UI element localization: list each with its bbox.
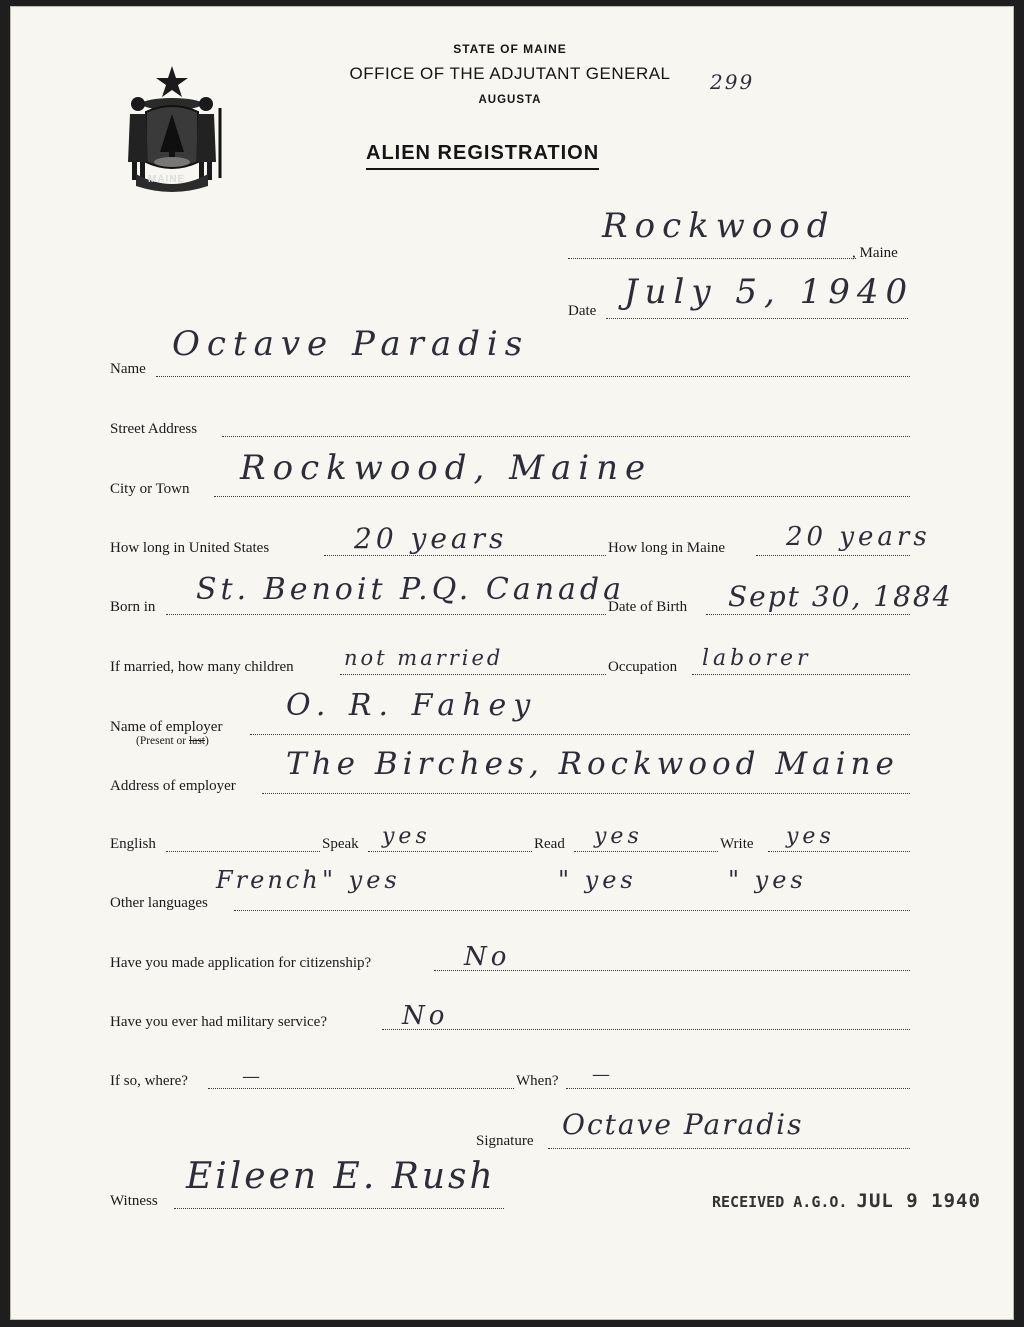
form-title: ALIEN REGISTRATION — [366, 142, 599, 170]
employer-label: Name of employer — [110, 719, 223, 735]
english-label: English — [110, 836, 156, 852]
name-label: Name — [110, 361, 146, 377]
employer-address-value: The Birches, Rockwood Maine — [286, 746, 899, 782]
speak-label: Speak — [322, 836, 359, 852]
city-label: City or Town — [110, 481, 190, 497]
citizenship-label: Have you made application for citizenship? — [110, 955, 372, 971]
read-label: Read — [534, 836, 565, 852]
signature-value: Octave Paradis — [562, 1108, 804, 1141]
street-label: Street Address — [110, 421, 198, 437]
date-label: Date — [568, 303, 597, 319]
occupation-label: Occupation — [608, 659, 678, 675]
employer-value: O. R. Fahey — [286, 688, 538, 723]
us-label: How long in United States — [110, 540, 270, 556]
name-value: Octave Paradis — [172, 324, 530, 364]
other-read-value: " yes — [558, 866, 637, 894]
other-languages-label: Other languages — [110, 895, 208, 911]
other-write-value: " yes — [728, 866, 807, 894]
city-value: Rockwood, Maine — [240, 448, 653, 488]
speak-value: yes — [382, 824, 431, 849]
form-number: 299 — [710, 70, 755, 94]
seal-label: MAINE — [148, 174, 186, 185]
header-office: OFFICE OF THE ADJUTANT GENERAL — [349, 64, 671, 83]
header-city: AUGUSTA — [478, 94, 542, 106]
where-value: — — [242, 1066, 263, 1087]
other-language-value: French — [216, 866, 321, 894]
where-label: If so, where? — [110, 1073, 188, 1089]
when-value: — — [592, 1064, 613, 1085]
dob-value: Sept 30, 1884 — [728, 580, 953, 613]
received-stamp — [712, 1190, 981, 1212]
date-value: July 5, 1940 — [624, 272, 915, 312]
born-value: St. Benoit P.Q. Canada — [196, 572, 626, 607]
dob-label: Date of Birth — [608, 599, 688, 615]
maine-label: , Maine — [852, 245, 898, 261]
citizenship-value: No — [464, 942, 511, 972]
born-label: Born in — [110, 599, 156, 615]
children-label: If married, how many children — [110, 659, 294, 675]
registration-form — [10, 6, 1014, 1320]
military-value: No — [402, 1001, 449, 1031]
write-value: yes — [786, 824, 835, 849]
occupation-value: laborer — [702, 646, 812, 671]
children-value: not married — [344, 646, 504, 670]
us-value: 20 years — [354, 522, 508, 555]
stamp-date: JUL 9 1940 — [856, 1190, 981, 1212]
witness-label: Witness — [110, 1193, 158, 1209]
me-label: How long in Maine — [608, 540, 726, 556]
other-speak-value: " yes — [322, 866, 401, 894]
header-state: STATE OF MAINE — [453, 42, 567, 56]
when-label: When? — [516, 1073, 559, 1089]
present-or-last-note: (Present or last) — [136, 735, 209, 747]
me-value: 20 years — [786, 522, 931, 552]
employer-address-label: Address of employer — [110, 778, 236, 794]
town-value: Rockwood — [602, 206, 836, 246]
read-value: yes — [594, 824, 643, 849]
write-label: Write — [720, 836, 754, 852]
signature-label: Signature — [476, 1133, 534, 1149]
stamp-label: RECEIVED A.G.O. — [712, 1193, 848, 1211]
military-label: Have you ever had military service? — [110, 1014, 327, 1030]
witness-value: Eileen E. Rush — [186, 1156, 496, 1197]
